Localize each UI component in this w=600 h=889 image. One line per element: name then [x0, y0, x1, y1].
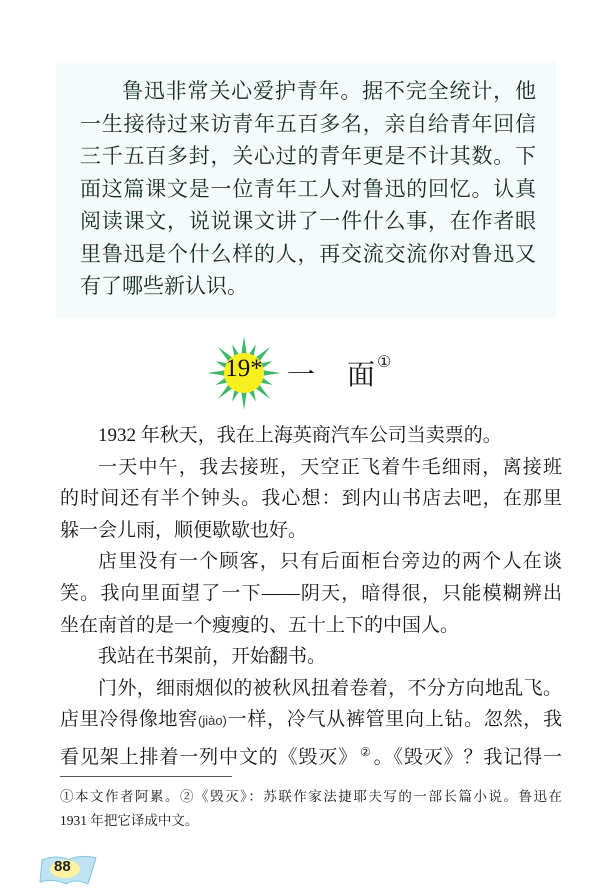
intro-line: 有了哪些新认识。: [80, 274, 248, 298]
body-line: 店里没有一个顾客，只有后面柜台旁边的两个人在谈: [98, 551, 562, 573]
sun-ray: [241, 391, 247, 410]
body-line: 笑。我向里面望了一下——阴天，暗得很，只能模糊辨出: [60, 582, 562, 604]
lesson-title: [0, 335, 600, 405]
lesson-body: [60, 420, 562, 774]
body-line: 我站在书架前，开始翻书。: [98, 646, 327, 668]
title-char: 面: [347, 360, 376, 391]
intro-line: 阅读课文，说说课文讲了一件什么事，在作者眼: [80, 209, 536, 233]
body-line: 一天中午，我去接班，天空正飞着牛毛细雨，离接班: [98, 456, 562, 478]
body-line: 门外，细雨烟似的被秋风扭着卷着，不分方向地乱飞。: [98, 677, 562, 699]
body-line: [60, 737, 562, 774]
title-char: 一: [287, 360, 316, 391]
intro-line: 鲁迅非常关心爱护青年。据不完全统计，他: [122, 79, 536, 103]
pinyin: (jiào): [197, 713, 227, 729]
body-line: [60, 704, 562, 737]
body-line: 1932 年秋天，我在上海英商汽车公司当卖票的。: [98, 425, 502, 446]
footnotes: [60, 785, 562, 833]
body-line: 的时间还有半个钟头。我心想：到内山书店去吧，在那里: [60, 488, 562, 510]
text: 店里冷得像地窖: [60, 709, 198, 731]
sun-ray: [241, 336, 247, 355]
footnote-line: 1931 年把它译成中文。: [60, 813, 199, 828]
text: 看见架上排着一列中文的《毁灭》: [60, 746, 359, 768]
footnote-ref: ②: [360, 744, 372, 759]
body-line: 坐在南首的是一个瘦瘦的、五十上下的中国人。: [60, 614, 460, 636]
intro-line: 面这篇课文是一位青年工人对鲁迅的回忆。认真: [80, 176, 536, 201]
intro-line: 里鲁迅是个什么样的人，再交流交流你对鲁迅又: [80, 241, 536, 266]
lesson-intro: [80, 75, 536, 303]
intro-line: 三千五百多封，关心过的青年更是不计其数。下: [80, 144, 536, 168]
intro-line: 一生接待过来访青年五百多名，亲自给青年回信: [80, 111, 536, 136]
footnote-divider: [60, 776, 232, 777]
footnote-line: ①本文作者阿累。②《毁灭》：苏联作家法捷耶夫写的一部长篇小说。鲁迅在: [60, 789, 562, 804]
text: 一样，冷气从裤管里向上钻。忽然，我: [226, 709, 562, 731]
lesson-number: 19*: [225, 355, 263, 382]
footnote-ref: ①: [377, 354, 392, 371]
page-number: 88: [54, 858, 71, 875]
text: 。《毁灭》？我记得一: [373, 746, 562, 768]
body-line: 躲一会儿雨，顺便歇歇也好。: [60, 519, 308, 541]
